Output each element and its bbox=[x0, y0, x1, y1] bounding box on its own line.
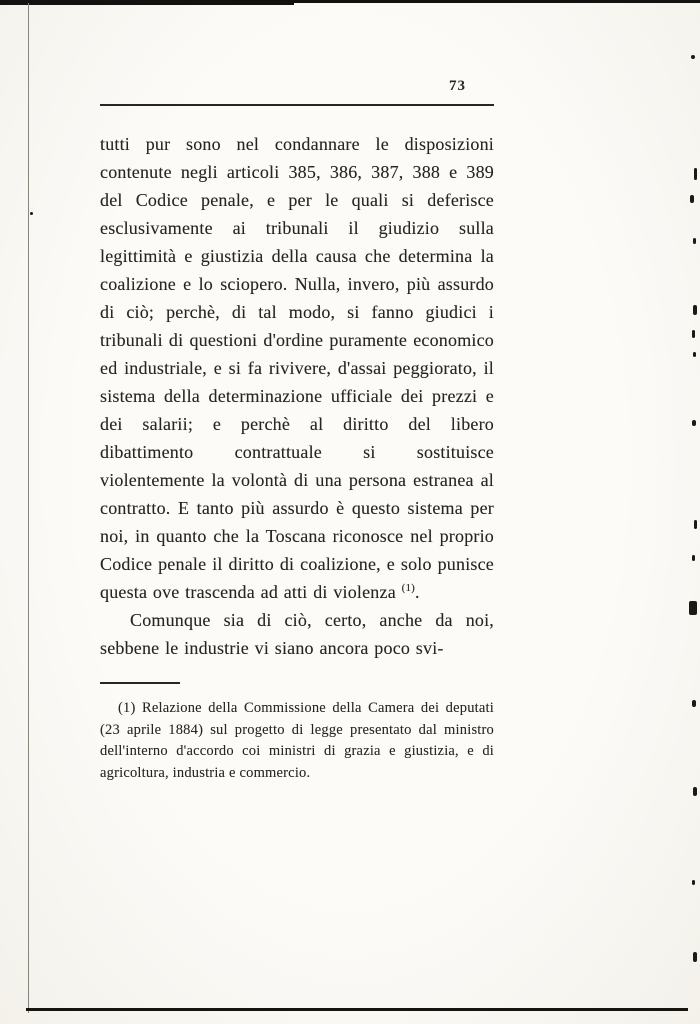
scan-speck bbox=[692, 880, 695, 885]
footnote-reference: (1) bbox=[401, 582, 416, 594]
scan-speck bbox=[693, 952, 697, 962]
scan-speck bbox=[694, 168, 697, 180]
scan-speck bbox=[690, 195, 694, 203]
footnote bbox=[100, 698, 494, 784]
footnote-separator-rule bbox=[100, 682, 180, 684]
footnote-text: Relazione della Commissione della Camera dei deputati (23 aprile 1884) sul progetto di legge presentato dal ministro dell'interno d'accordo coi ministri di grazia e giustizia, e di agricoltura, industria e commercio. bbox=[100, 700, 494, 781]
scan-edge-bottom bbox=[26, 1008, 688, 1011]
page-body bbox=[100, 130, 494, 662]
scan-edge-left bbox=[28, 3, 29, 1013]
header-rule bbox=[100, 104, 494, 106]
scan-speck bbox=[693, 352, 696, 357]
paragraph-text-end: . bbox=[415, 582, 420, 602]
scan-speck bbox=[692, 420, 696, 426]
scan-speck bbox=[693, 787, 697, 796]
footnote-marker: (1) bbox=[118, 700, 136, 716]
scan-speck bbox=[689, 601, 697, 615]
page-number: 73 bbox=[449, 78, 466, 94]
scan-speck bbox=[30, 212, 33, 215]
scan-speck bbox=[692, 330, 695, 338]
scan-speck bbox=[694, 520, 697, 529]
scan-speck bbox=[693, 305, 697, 315]
paragraph bbox=[100, 130, 494, 606]
scan-speck bbox=[692, 700, 696, 707]
scan-speck bbox=[693, 238, 696, 244]
scan-speck bbox=[692, 555, 695, 561]
paragraph-text: tutti pur sono nel condannare le disposizioni contenute negli articoli 385, 386, 387, 388 e 389 del Codice penale, e per le quali si deferisce esclusivamente ai tribunali il giudizio sulla legittimità e giustizia della causa che determina la coalizione e lo sciopero. Nulla, invero, più assurdo di ciò; perchè, di tal modo, si fanno giudici i tribunali di questioni d'ordine puramente economico ed industriale, e si fa rivivere, d'assai peggiorato, il sistema della determinazione ufficiale dei prezzi e dei salarii; e perchè al diritto del libero dibattimento contrattuale si sostituisce violentemente la volontà di una persona estranea al contratto. E tanto più assurdo è questo sistema per noi, in quanto che la Toscana riconosce nel proprio Codice penale il diritto di coalizione, e solo punisce questa ove trascenda ad atti di violenza bbox=[100, 134, 494, 602]
scan-speck bbox=[691, 55, 695, 59]
page-content-area bbox=[100, 78, 494, 784]
paragraph: Comunque sia di ciò, certo, anche da noi, sebbene le industrie vi siano ancora poco svi- bbox=[100, 610, 494, 658]
scan-edge-top-left bbox=[0, 0, 294, 5]
